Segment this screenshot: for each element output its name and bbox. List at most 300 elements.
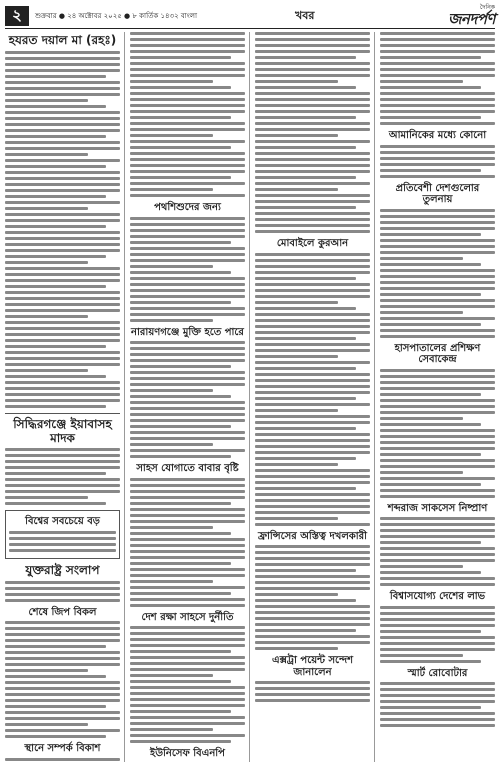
text-line xyxy=(255,569,356,572)
text-line xyxy=(255,545,370,548)
text-line xyxy=(255,230,370,233)
text-line xyxy=(5,357,120,360)
text-line xyxy=(380,724,495,727)
text-line xyxy=(255,693,370,696)
text-line xyxy=(130,662,245,665)
text-line xyxy=(5,705,106,708)
text-line xyxy=(130,556,245,559)
text-line xyxy=(5,502,106,505)
text-line xyxy=(130,580,213,583)
text-line xyxy=(255,523,370,526)
text-line xyxy=(5,369,88,372)
text-line xyxy=(130,668,245,671)
text-line xyxy=(255,505,370,508)
article xyxy=(5,418,120,506)
text-line xyxy=(130,644,245,647)
text-line xyxy=(5,207,88,210)
article xyxy=(380,130,495,178)
text-line xyxy=(255,427,356,430)
text-line xyxy=(380,269,495,272)
text-line xyxy=(130,626,245,629)
text-line xyxy=(5,758,120,761)
text-line xyxy=(255,301,338,304)
page-number: ২ xyxy=(5,6,29,26)
text-line xyxy=(5,627,120,630)
text-line xyxy=(380,62,495,65)
text-line xyxy=(130,568,245,571)
text-line xyxy=(380,495,495,498)
text-line xyxy=(130,313,245,316)
text-line xyxy=(255,367,356,370)
text-line xyxy=(130,550,245,553)
article-headline: হযরত দয়াল মা (রহঃ) xyxy=(8,33,117,47)
text-line xyxy=(5,117,120,120)
text-line xyxy=(130,217,245,220)
text-line xyxy=(5,581,120,584)
text-line xyxy=(130,176,231,179)
text-line xyxy=(5,645,106,648)
text-line xyxy=(5,460,120,463)
text-line xyxy=(130,259,245,262)
text-line xyxy=(380,393,481,396)
text-line xyxy=(130,586,245,589)
text-line xyxy=(255,611,370,614)
text-line xyxy=(130,223,245,226)
text-line xyxy=(130,371,245,374)
text-line xyxy=(380,630,481,633)
text-line xyxy=(130,449,245,452)
text-line xyxy=(255,487,356,490)
article xyxy=(130,327,245,459)
text-line xyxy=(5,159,120,162)
article xyxy=(380,591,495,663)
text-line xyxy=(5,129,120,132)
dateline: শুক্রবার ● ২৪ অক্টোবর ২০২৫ ● ৮ কার্তিক ১৪৩২ বাংলা xyxy=(35,12,198,20)
article-body xyxy=(130,341,245,458)
text-line xyxy=(130,80,213,83)
text-line xyxy=(380,718,495,721)
text-line xyxy=(255,271,370,274)
text-line xyxy=(380,417,463,420)
text-line xyxy=(130,283,245,286)
text-line xyxy=(255,463,338,466)
text-line xyxy=(380,399,495,402)
text-line xyxy=(380,411,495,414)
text-line xyxy=(130,692,245,695)
text-line xyxy=(380,477,495,480)
text-line xyxy=(130,110,245,113)
text-line xyxy=(130,716,245,719)
text-line xyxy=(380,435,495,438)
article-body xyxy=(5,51,120,408)
text-line xyxy=(255,122,370,125)
article xyxy=(380,503,495,587)
article xyxy=(130,202,245,322)
text-line xyxy=(5,675,106,678)
text-line xyxy=(5,633,120,636)
text-line xyxy=(380,323,481,326)
text-line xyxy=(255,421,370,424)
text-line xyxy=(5,387,120,390)
text-line xyxy=(130,722,245,725)
text-line xyxy=(380,583,495,586)
text-line xyxy=(255,517,338,520)
text-line xyxy=(255,647,338,650)
text-line xyxy=(130,574,245,577)
text-line xyxy=(130,92,245,95)
text-line xyxy=(5,189,120,192)
text-line xyxy=(5,261,88,264)
text-line xyxy=(380,618,495,621)
text-line xyxy=(255,681,370,684)
text-line xyxy=(130,353,245,356)
text-line xyxy=(380,369,495,372)
text-line xyxy=(130,443,213,446)
article-body xyxy=(130,32,245,197)
text-line xyxy=(380,577,495,580)
text-line xyxy=(130,425,231,428)
text-line xyxy=(5,123,120,126)
text-line xyxy=(255,457,356,460)
text-line xyxy=(130,307,245,310)
text-line xyxy=(380,547,495,550)
text-line xyxy=(255,433,370,436)
text-line xyxy=(130,508,245,511)
text-line xyxy=(380,459,495,462)
article xyxy=(255,32,370,233)
text-line xyxy=(5,111,120,114)
text-line xyxy=(380,163,495,166)
text-line xyxy=(255,170,370,173)
text-line xyxy=(5,375,106,378)
text-line xyxy=(130,341,245,344)
text-line xyxy=(5,105,106,108)
column-2 xyxy=(130,32,250,762)
text-line xyxy=(5,171,120,174)
text-line xyxy=(130,698,245,701)
text-line xyxy=(5,345,106,348)
text-line xyxy=(5,735,106,738)
article-body xyxy=(130,478,245,607)
text-line xyxy=(130,478,245,481)
text-line xyxy=(9,531,116,534)
text-line xyxy=(130,62,245,65)
text-line xyxy=(5,237,120,240)
text-line xyxy=(380,489,495,492)
text-line xyxy=(255,265,370,268)
text-line xyxy=(255,319,370,322)
text-line xyxy=(130,128,245,131)
text-line xyxy=(130,347,245,350)
text-line xyxy=(5,587,120,590)
text-line xyxy=(130,32,245,35)
text-line xyxy=(255,599,356,602)
text-line xyxy=(130,728,213,731)
text-line xyxy=(130,164,245,167)
text-line xyxy=(380,423,481,426)
text-line xyxy=(5,351,120,354)
text-line xyxy=(5,663,120,666)
text-line xyxy=(130,319,213,322)
text-line xyxy=(380,465,495,468)
text-line xyxy=(130,544,245,547)
text-line xyxy=(380,559,495,562)
text-line xyxy=(9,549,116,552)
text-line xyxy=(130,383,245,386)
article-headline: শেষে জিপ বিকল xyxy=(28,606,97,618)
text-line xyxy=(130,734,245,737)
text-line xyxy=(380,287,495,290)
article-columns xyxy=(5,32,495,762)
text-line xyxy=(380,405,495,408)
text-line xyxy=(5,147,120,150)
text-line xyxy=(130,502,231,505)
text-line xyxy=(130,134,213,137)
text-line xyxy=(130,538,245,541)
text-line xyxy=(5,593,120,596)
text-line xyxy=(255,295,370,298)
text-line xyxy=(380,104,495,107)
article-headline: সাহস যোগাতে বাবার বৃষ্টি xyxy=(136,463,239,474)
text-line xyxy=(5,81,120,84)
text-line xyxy=(380,175,495,178)
text-line xyxy=(255,557,370,560)
text-line xyxy=(380,660,481,663)
text-line xyxy=(5,723,88,726)
text-line xyxy=(255,481,370,484)
text-line xyxy=(130,413,245,416)
text-line xyxy=(380,293,481,296)
text-line xyxy=(380,624,495,627)
text-line xyxy=(255,128,370,131)
text-line xyxy=(255,593,338,596)
text-line xyxy=(380,565,463,568)
text-line xyxy=(130,170,245,173)
text-line xyxy=(380,453,481,456)
text-line xyxy=(380,68,495,71)
text-line xyxy=(5,267,120,270)
text-line xyxy=(380,311,463,314)
text-line xyxy=(130,674,213,677)
text-line xyxy=(255,32,370,35)
text-line xyxy=(5,681,120,684)
text-line xyxy=(130,146,231,149)
text-line xyxy=(130,638,245,641)
text-line xyxy=(255,587,370,590)
article xyxy=(255,531,370,651)
text-line xyxy=(255,224,370,227)
text-line xyxy=(5,333,120,336)
article-body xyxy=(5,581,120,602)
text-line xyxy=(5,669,88,672)
text-line xyxy=(255,80,338,83)
text-line xyxy=(255,68,370,71)
text-line xyxy=(130,359,245,362)
text-line xyxy=(5,478,120,481)
text-line xyxy=(130,437,245,440)
article-body xyxy=(255,681,370,702)
text-line xyxy=(130,514,245,517)
text-line xyxy=(130,116,231,119)
text-line xyxy=(255,499,370,502)
text-line xyxy=(255,373,370,376)
text-line xyxy=(380,329,495,332)
text-line xyxy=(255,277,356,280)
text-line xyxy=(130,598,245,601)
text-line xyxy=(380,151,495,154)
text-line xyxy=(380,305,495,308)
text-line xyxy=(9,543,116,546)
text-line xyxy=(5,273,120,276)
text-line xyxy=(380,606,495,609)
text-line xyxy=(130,68,245,71)
text-line xyxy=(255,104,370,107)
text-line xyxy=(255,116,356,119)
text-line xyxy=(130,271,231,274)
text-line xyxy=(380,227,495,230)
column-4 xyxy=(380,32,495,762)
text-line xyxy=(255,98,370,101)
article-body xyxy=(5,448,120,505)
text-line xyxy=(130,592,231,595)
text-line xyxy=(130,247,245,250)
article-body xyxy=(380,682,495,727)
article-body xyxy=(255,32,370,233)
text-line xyxy=(130,229,245,232)
text-line xyxy=(255,212,370,215)
article xyxy=(255,238,370,526)
text-line xyxy=(255,581,370,584)
text-line xyxy=(5,69,120,72)
text-line xyxy=(255,343,370,346)
text-line xyxy=(130,265,213,268)
text-line xyxy=(130,44,245,47)
text-line xyxy=(5,219,120,222)
text-line xyxy=(255,337,356,340)
text-line xyxy=(380,56,481,59)
text-line xyxy=(5,213,120,216)
text-line xyxy=(255,445,370,448)
text-line xyxy=(255,194,370,197)
text-line xyxy=(130,277,245,280)
text-line xyxy=(380,335,495,338)
logo-tagline: দৈনিক xyxy=(479,4,495,11)
text-line xyxy=(130,686,245,689)
text-line xyxy=(5,51,120,54)
article xyxy=(5,607,120,739)
article-headline: প্রতিবেশী দেশগুলোর তুলনায় xyxy=(395,182,480,205)
text-line xyxy=(130,562,231,565)
text-line xyxy=(255,253,370,256)
text-line xyxy=(5,621,120,624)
article-headline: স্থানে সম্পর্ক বিকাশ xyxy=(24,743,101,755)
text-line xyxy=(5,729,120,732)
newspaper-logo xyxy=(385,5,495,27)
text-line xyxy=(380,553,495,556)
text-line xyxy=(130,656,245,659)
text-line xyxy=(5,279,120,282)
text-line xyxy=(380,281,495,284)
text-line xyxy=(255,182,370,185)
text-line xyxy=(380,145,495,148)
text-line xyxy=(5,93,120,96)
article xyxy=(130,748,245,762)
text-line xyxy=(130,289,245,292)
text-line xyxy=(255,86,356,89)
text-line xyxy=(380,706,481,709)
text-line xyxy=(255,629,356,632)
text-line xyxy=(255,259,370,262)
text-line xyxy=(380,712,495,715)
text-line xyxy=(130,122,245,125)
article xyxy=(380,668,495,728)
text-line xyxy=(5,693,120,696)
text-line xyxy=(130,158,245,161)
article-headline: এক্সট্রা পয়েন্ট সন্দেশ জানালেন xyxy=(271,655,354,678)
text-line xyxy=(255,415,370,418)
text-line xyxy=(255,451,370,454)
text-line xyxy=(5,135,106,138)
text-line xyxy=(5,291,120,294)
text-line xyxy=(5,699,120,702)
text-line xyxy=(5,657,120,660)
text-line xyxy=(130,50,245,53)
text-line xyxy=(380,38,495,41)
text-line xyxy=(5,99,88,102)
article-body xyxy=(380,369,495,498)
text-line xyxy=(380,648,495,651)
text-line xyxy=(5,381,120,384)
article-body xyxy=(380,32,495,125)
text-line xyxy=(255,551,370,554)
text-line xyxy=(255,50,370,53)
text-line xyxy=(255,62,370,65)
text-line xyxy=(130,377,245,380)
text-line xyxy=(255,164,370,167)
text-line xyxy=(130,38,245,41)
text-line xyxy=(380,694,495,697)
text-line xyxy=(5,309,120,312)
text-line xyxy=(255,74,370,77)
text-line xyxy=(380,541,481,544)
text-line xyxy=(255,134,338,137)
section-label: খবর xyxy=(295,8,315,22)
text-line xyxy=(5,651,120,654)
text-line xyxy=(255,385,370,388)
text-line xyxy=(380,251,495,254)
article xyxy=(380,32,495,125)
text-line xyxy=(5,472,106,475)
text-line xyxy=(255,206,356,209)
text-line xyxy=(5,321,120,324)
text-line xyxy=(5,687,120,690)
text-line xyxy=(380,50,495,53)
text-line xyxy=(5,363,120,366)
text-line xyxy=(255,188,338,191)
article-body xyxy=(380,145,495,178)
text-line xyxy=(255,397,356,400)
text-line xyxy=(380,44,495,47)
text-line xyxy=(5,717,120,720)
text-line xyxy=(5,255,106,258)
text-line xyxy=(5,231,120,234)
text-line xyxy=(255,289,370,292)
text-line xyxy=(380,299,495,302)
column-1 xyxy=(5,32,125,762)
text-line xyxy=(5,466,120,469)
article xyxy=(255,655,370,702)
text-line xyxy=(380,169,481,172)
